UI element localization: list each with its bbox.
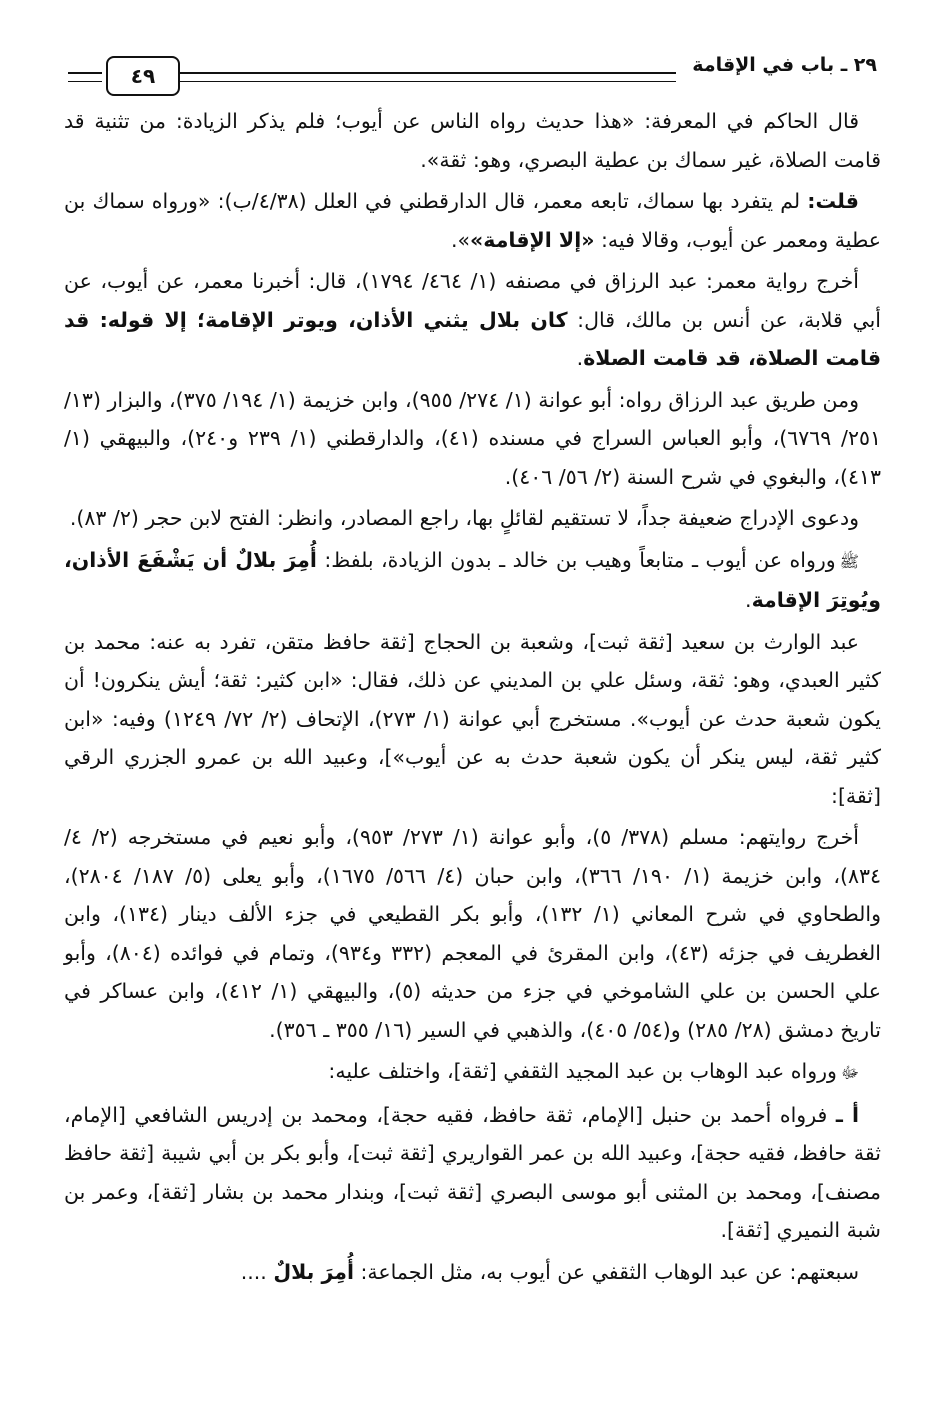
bold-text: أُمِرَ بلالٌ أن يَشْفَعَ الأذان، ويُوتِرَ الإقامة [64,547,881,612]
paragraph [64,381,881,497]
text: سبعتهم: عن عبد الوهاب الثقفي عن أيوب به، مثل الجماعة: [354,1259,859,1284]
paragraph [64,262,881,378]
paragraph [64,541,881,620]
bullet-mark-icon: ﷺ [839,551,859,571]
text: . [576,346,584,370]
bold-text: أُمِرَ بلالٌ [273,1259,354,1284]
paragraph [64,1253,881,1292]
text: أخرج روايتهم: مسلم (٣٧٨/ ٥)، وأبو عوانة (١/ ٢٧٣/ ٩٥٣)، وأبو نعيم في مستخرجه (٢/ ٤/ ٨٣٤)، وابن خزيمة (١/ ١٩٠/ ٣٦٦)، وابن حبان (٤/ ٥٦٦/ ١٦٧٥)، وأبو يعلى (٥/ ١٨٧/ ٢٨٠٤)، والطحاوي في شرح المعاني (١/ ١٣٢)، وأبو بكر القطيعي في جزء الألف دينار (١٣٤)، وابن الغطريف في جزئه (٤٣)، وابن المقرئ في المعجم (٣٣٢ و٩٣٤)، وتمام في فوائده (٨٠٤)، وأبو علي الحسن بن علي الشاموخي في جزء من حديثه (٥)، والبيهقي (١/ ٤١٢)، وابن عساكر في تاريخ دمشق (٢٨/ ٢٨٥) و(٥٤/ ٤٠٥)، والذهبي في السير (١٦/ ٣٥٥ ـ ٣٥٦). [64,825,882,1042]
text: ومن طريق عبد الرزاق رواه: أبو عوانة (١/ ٢٧٤/ ٩٥٥)، وابن خزيمة (١/ ١٩٤/ ٣٧٥)، والبزار (١٣/ ٢٥١/ ٦٧٦٩)، وأبو العباس السراج في مسنده (٤١)، والدارقطني (١/ ٢٣٩ و٢٤٠)، والبيهقي (١/ ٤١٣)، والبغوي في شرح السنة (٢/ ٥٦/ ٤٠٦). [64,387,882,489]
page-number-box [106,56,180,96]
paragraph [64,1052,881,1093]
text: .... [240,1259,274,1284]
paragraph [64,499,881,538]
text: فرواه أحمد بن حنبل [الإمام، ثقة حافظ، فقيه حجة]، ومحمد بن إدريس الشافعي [الإمام، ثقة حافظ، فقيه حجة]، وعبيد الله بن عمر القواريري [ثقة ثبت]، وأبو بكر بن أبي شيبة [ثقة حافظ مصنف]، ومحمد بن المثنى أبو موسى البصري [ثقة ثبت]، وبندار محمد بن بشار [ثقة]، وعمر بن شبة النميري [ثقة]. [64,1102,881,1242]
page-number: ٤٩ [130,64,156,88]
text: ». [450,227,471,252]
bold-text: قلت: [807,189,859,213]
paragraph [64,102,881,179]
text: قال الحاكم في المعرفة: «هذا حديث رواه الناس عن أيوب؛ فلم يذكر الزيادة: من تثنية قد قامت الصلاة، غير سماك بن عطية البصري، وهو: ثقة». [64,109,881,172]
text: ورواه عن أيوب ـ متابعاً وهيب بن خالد ـ بدون الزيادة، بلفظ: [316,547,836,572]
header-rule [180,72,676,82]
paragraph [64,818,881,1049]
text: ورواه عبد الوهاب بن عبد المجيد الثقفي [ثقة]، واختلف عليه: [328,1059,837,1083]
text: لم يتفرد بها سماك، تابعه معمر، قال الدارقطني في العلل (٤/٣٨/ب): «ورواه سماك بن عطية ومعمر عن أيوب، وقالا فيه: [64,189,881,252]
header-rule-short [68,72,102,82]
text: عبد الوارث بن سعيد [ثقة ثبت]، وشعبة بن الحجاج [ثقة حافظ متقن، تفرد به عنه: محمد بن كثير العبدي، وهو: ثقة، وسئل علي بن المديني عن ذلك، فقال: «ابن كثير: ثقة؛ أيش ينكرون! أن يكون شعبة حدث عن أيوب». مستخرج أبي عوانة (١/ ٢٧٣)، الإتحاف (٢/ ٧٢/ ١٢٤٩) وفيه: «ابن كثير ثقة، ليس ينكر أن يكون شعبة حدث به عن أيوب»]، وعبيد الله بن عمرو الجزري الرقي [ثقة]: [64,629,881,808]
text: . [745,588,752,612]
paragraph [64,1096,881,1250]
bold-text: كان بلال يثني الأذان، ويوتر الإقامة؛ إلا قوله: قد قامت الصلاة، قد قامت الصلاة [64,307,881,370]
bullet-mark-icon: ﷻ [840,1063,859,1082]
chapter-title: ٢٩ ـ باب في الإقامة [692,54,877,76]
paragraph [64,182,881,259]
page-header [64,46,881,102]
text: أخرج رواية معمر: عبد الرزاق في مصنفه (١/ ٤٦٤/ ١٧٩٤)، قال: أخبرنا معمر، عن أيوب، عن أبي قلابة، عن أنس بن مالك، قال: [64,269,881,332]
bold-text: «إلا الإقامة» [470,227,595,252]
page-body [64,102,881,1291]
text: ودعوى الإدراج ضعيفة جداً، لا تستقيم لقائلٍ بها، راجع المصادر، وانظر: الفتح لابن حجر (٢/ ٨٣). [69,506,859,530]
paragraph [64,623,881,816]
bold-text: أ ـ [835,1102,860,1127]
